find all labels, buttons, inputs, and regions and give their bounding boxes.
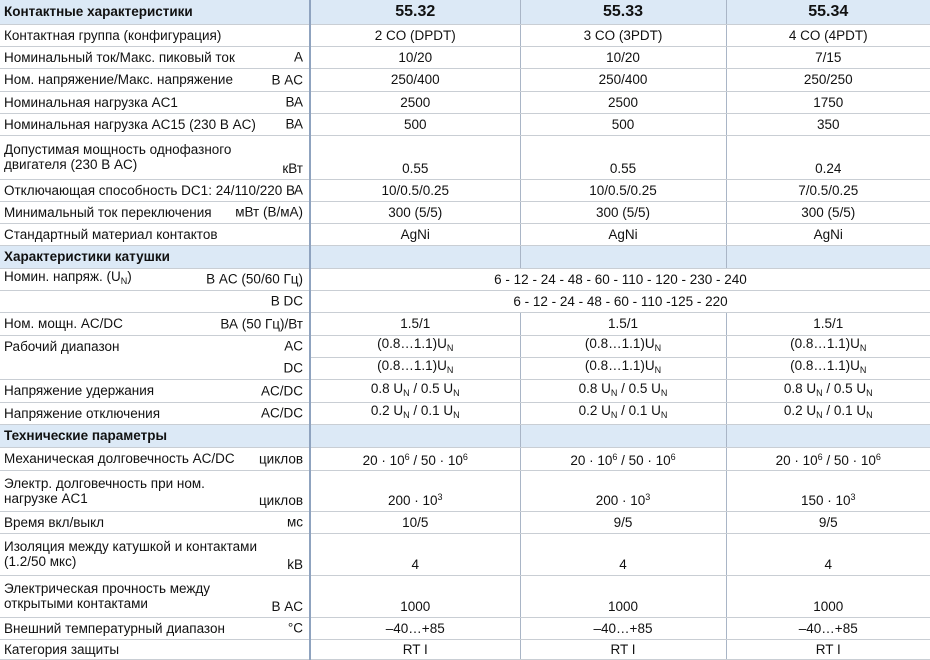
cell: –40…+85 bbox=[726, 617, 930, 639]
row-unit: мВт (В/мА) bbox=[235, 204, 303, 220]
row-label: Минимальный ток переключения bbox=[4, 204, 212, 220]
table-row bbox=[0, 91, 930, 113]
cell: 1000 bbox=[726, 575, 930, 617]
table-row bbox=[0, 639, 930, 659]
cell: 0.2 $U_N / 0.1$ $U_N$ bbox=[520, 402, 726, 424]
cell: 10/20 bbox=[310, 46, 520, 68]
cell: 3 CO (3PDT) bbox=[520, 24, 726, 46]
cell: 4 bbox=[726, 533, 930, 575]
cell: 10/0.5/0.25 bbox=[310, 179, 520, 201]
cell: AgNi bbox=[726, 223, 930, 245]
table-row bbox=[0, 379, 930, 402]
cell: RT I bbox=[520, 639, 726, 659]
table-row bbox=[0, 357, 930, 379]
row-label: Внешний температурный диапазон bbox=[4, 620, 225, 636]
cell: RT I bbox=[726, 639, 930, 659]
cell: 1.5/1 bbox=[726, 312, 930, 335]
table-row bbox=[0, 223, 930, 245]
cell: 0.2 $U_N / 0.1$ $U_N$ bbox=[726, 402, 930, 424]
cell: 10/5 bbox=[310, 511, 520, 533]
cell: 0.8 $U_N / 0.5$ $U_N$ bbox=[520, 379, 726, 402]
row-label: Напряжение отключения bbox=[4, 405, 161, 421]
table-row bbox=[0, 511, 930, 533]
row-label: Номинальная нагрузка AC1 bbox=[4, 94, 178, 110]
cell: 500 bbox=[310, 113, 520, 135]
row-label: Время вкл/выкл bbox=[4, 514, 105, 530]
row-label-line1: Изоляция между катушкой и контактами bbox=[4, 539, 257, 554]
cell: 500 bbox=[520, 113, 726, 135]
cell: $(0.8\dots 1.1)U_N$ bbox=[310, 357, 520, 379]
contacts-header-row bbox=[0, 0, 930, 24]
cell: 250/400 bbox=[520, 68, 726, 91]
row-unit: °C bbox=[287, 620, 303, 636]
table-row bbox=[0, 290, 930, 312]
cell: AgNi bbox=[520, 223, 726, 245]
table-row bbox=[0, 335, 930, 357]
cell: 0.2 $U_N / 0.1$ $U_N$ bbox=[310, 402, 520, 424]
row-unit: A bbox=[293, 182, 303, 198]
table-row bbox=[0, 447, 930, 470]
cell: 2 CO (DPDT) bbox=[310, 24, 520, 46]
row-label: Категория защиты bbox=[4, 641, 120, 657]
cell: 9/5 bbox=[726, 511, 930, 533]
row-label-line2: двигателя (230 В AC) bbox=[4, 157, 138, 172]
cell: 10/20 bbox=[520, 46, 726, 68]
cell: 1.5/1 bbox=[520, 312, 726, 335]
row-label-line2: нагрузке AC1 bbox=[4, 490, 88, 506]
row-label: Отключающая способность DC1: 24/110/220 В bbox=[4, 182, 296, 198]
cell: 9/5 bbox=[520, 511, 726, 533]
row-unit: кВт bbox=[282, 160, 303, 176]
row-label: Контактная группа (конфигурация) bbox=[4, 27, 222, 43]
table-row bbox=[0, 201, 930, 223]
row-unit: В AC bbox=[271, 72, 303, 87]
table-row bbox=[0, 179, 930, 201]
cell: $200 \cdot 10^3$ bbox=[520, 470, 726, 511]
cell: 4 bbox=[520, 533, 726, 575]
row-unit: AC/DC bbox=[260, 405, 303, 421]
row-label-line1: Электр. долговечность при ном. bbox=[4, 475, 205, 491]
cell: $20 \cdot 10^6 / 50 \cdot 10^6$ bbox=[726, 447, 930, 470]
cell: $(0.8\dots 1.1)U_N$ bbox=[520, 335, 726, 357]
row-unit: AC bbox=[284, 338, 303, 354]
table-row bbox=[0, 113, 930, 135]
row-unit: A bbox=[293, 49, 303, 65]
cell: 250/400 bbox=[310, 68, 520, 91]
cell: 0.8 $U_N / 0.5$ $U_N$ bbox=[310, 379, 520, 402]
section-title-contacts: Контактные характеристики bbox=[0, 0, 310, 24]
technical-header-row bbox=[0, 424, 930, 447]
cell: 0.24 bbox=[726, 135, 930, 179]
cell: 300 (5/5) bbox=[310, 201, 520, 223]
cell: 2500 bbox=[520, 91, 726, 113]
row-unit: циклов bbox=[258, 492, 303, 508]
cell-dc-voltages: 6 - 12 - 24 - 48 - 60 - 110 -125 - 220 bbox=[310, 290, 930, 312]
cell: 300 (5/5) bbox=[520, 201, 726, 223]
section-title-coil: Характеристики катушки bbox=[0, 245, 310, 268]
cell: 4 CO (4PDT) bbox=[726, 24, 930, 46]
model-55-32: 55.32 bbox=[310, 0, 520, 24]
table-row bbox=[0, 46, 930, 68]
cell: $150 \cdot 10^3$ bbox=[726, 470, 930, 511]
cell: AgNi bbox=[310, 223, 520, 245]
table-row bbox=[0, 135, 930, 179]
row-label: Механическая долговечность AC/DC bbox=[4, 451, 235, 466]
row-unit: kВ bbox=[287, 556, 303, 572]
coil-header-row bbox=[0, 245, 930, 268]
row-unit: В AC (50/60 Гц) bbox=[206, 271, 303, 287]
row-label: Стандартный материал контактов bbox=[4, 226, 218, 242]
table-row bbox=[0, 68, 930, 91]
cell: 250/250 bbox=[726, 68, 930, 91]
cell: 350 bbox=[726, 113, 930, 135]
cell: 1750 bbox=[726, 91, 930, 113]
cell: 1000 bbox=[520, 575, 726, 617]
cell: 1000 bbox=[310, 575, 520, 617]
table-row bbox=[0, 312, 930, 335]
cell: $20 \cdot 10^6 / 50 \cdot 10^6$ bbox=[310, 447, 520, 470]
cell: 7/15 bbox=[726, 46, 930, 68]
row-label-line2: открытыми контактами bbox=[4, 596, 148, 611]
cell: RT I bbox=[310, 639, 520, 659]
cell-ac-voltages: 6 - 12 - 24 - 48 - 60 - 110 - 120 - 230 - 240 bbox=[310, 268, 930, 290]
cell: $200 \cdot 10^3$ bbox=[310, 470, 520, 511]
row-label-line1: Допустимая мощность однофазного bbox=[4, 142, 232, 157]
row-label-line1: Электрическая прочность между bbox=[4, 581, 211, 596]
row-label: Напряжение удержания bbox=[4, 383, 155, 398]
cell: –40…+85 bbox=[520, 617, 726, 639]
table-row bbox=[0, 533, 930, 575]
row-label: Номин. напряж. $(U_N)$ bbox=[4, 269, 132, 286]
table-row bbox=[0, 402, 930, 424]
cell: $(0.8\dots 1.1)U_N$ bbox=[726, 357, 930, 379]
row-label: Номинальный ток/Макс. пиковый ток bbox=[4, 49, 235, 65]
cell: 2500 bbox=[310, 91, 520, 113]
cell: 0.8 $U_N / 0.5$ $U_N$ bbox=[726, 379, 930, 402]
row-label-line2: (1.2/50 мкс) bbox=[4, 554, 77, 569]
table-row bbox=[0, 470, 930, 511]
row-label: Ном. мощн. AC/DC bbox=[4, 316, 123, 331]
cell: $(0.8\dots 1.1)U_N$ bbox=[520, 357, 726, 379]
cell: –40…+85 bbox=[310, 617, 520, 639]
cell: $(0.8\dots 1.1)U_N$ bbox=[726, 335, 930, 357]
model-55-33: 55.33 bbox=[520, 0, 726, 24]
row-unit: мс bbox=[286, 514, 303, 530]
row-unit: AC/DC bbox=[260, 383, 303, 398]
cell: 0.55 bbox=[520, 135, 726, 179]
table-row bbox=[0, 24, 930, 46]
row-label: Номинальная нагрузка AC15 (230 В AC) bbox=[4, 116, 256, 132]
row-unit: В AC bbox=[271, 598, 303, 614]
cell: 1.5/1 bbox=[310, 312, 520, 335]
row-unit: циклов bbox=[258, 451, 303, 466]
cell: 300 (5/5) bbox=[726, 201, 930, 223]
table-row bbox=[0, 617, 930, 639]
cell: 4 bbox=[310, 533, 520, 575]
cell: $(0.8\dots 1.1)U_N$ bbox=[310, 335, 520, 357]
table-row bbox=[0, 268, 930, 290]
row-unit: В DC bbox=[270, 293, 303, 309]
table-row bbox=[0, 575, 930, 617]
cell: 0.55 bbox=[310, 135, 520, 179]
row-unit: ВА bbox=[285, 116, 303, 132]
cell: $20 \cdot 10^6 / 50 \cdot 10^6$ bbox=[520, 447, 726, 470]
row-unit: ВА (50 Гц)/Вт bbox=[220, 316, 303, 331]
row-unit: ВА bbox=[285, 94, 303, 110]
row-label: Рабочий диапазон bbox=[4, 338, 120, 354]
cell: 7/0.5/0.25 bbox=[726, 179, 930, 201]
row-label: Ном. напряжение/Макс. напряжение bbox=[4, 72, 233, 87]
row-unit: DC bbox=[283, 360, 303, 376]
model-55-34: 55.34 bbox=[726, 0, 930, 24]
cell: 10/0.5/0.25 bbox=[520, 179, 726, 201]
section-title-technical: Технические параметры bbox=[0, 424, 310, 447]
